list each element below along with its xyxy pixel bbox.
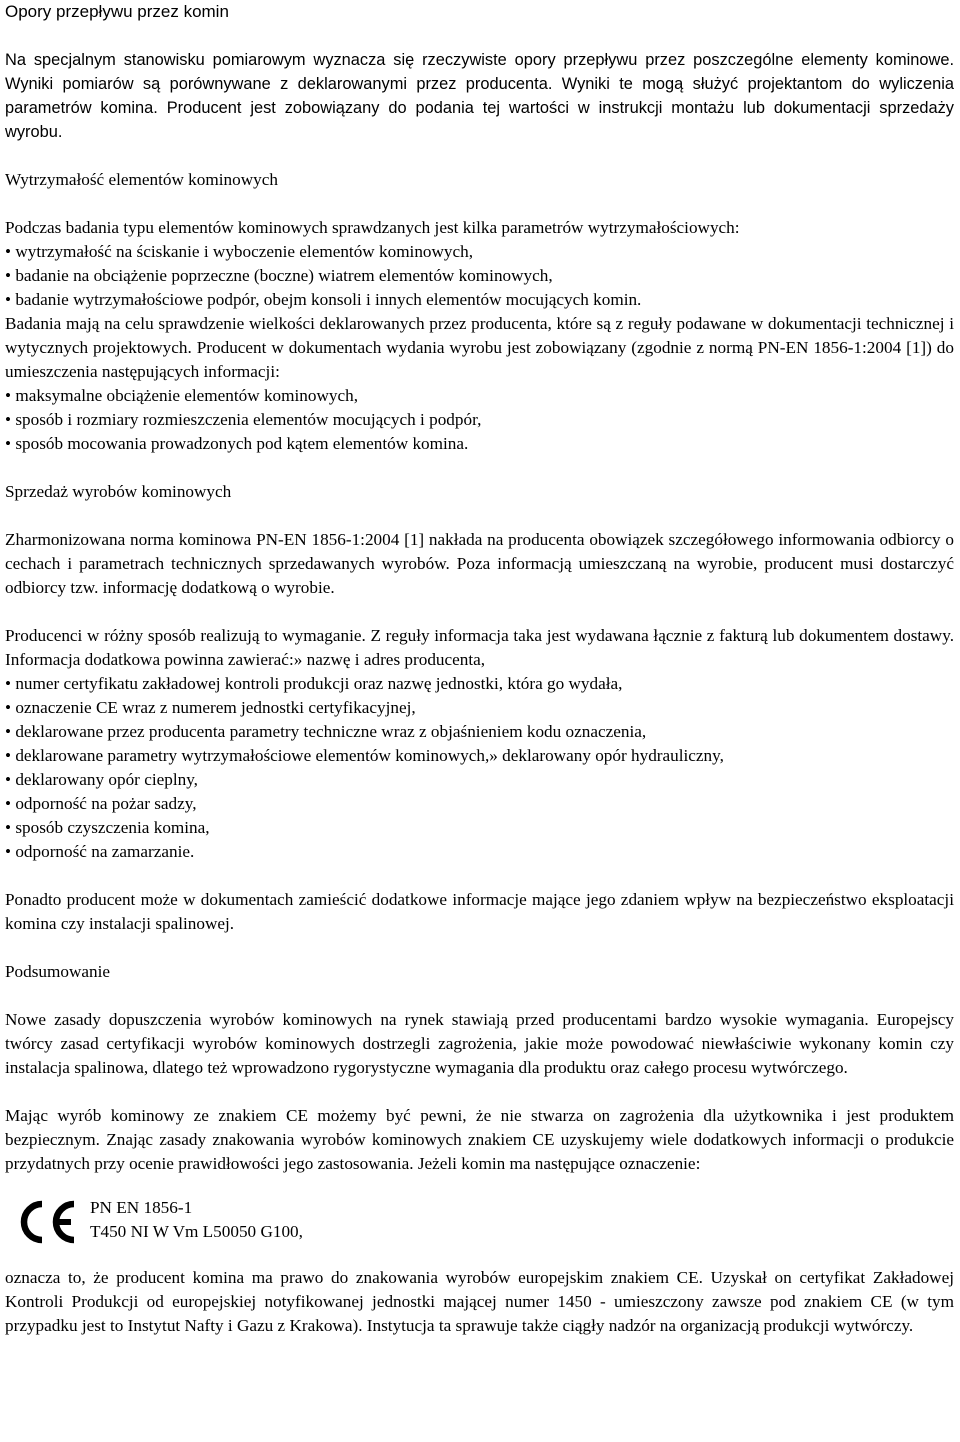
ce-standard-line: PN EN 1856-1: [90, 1198, 193, 1217]
paragraph-flow-resistance: Na specjalnym stanowisku pomiarowym wyznacza się rzeczywiste opory przepływu przez poszczególne elementy kominowe. Wyniki pomiarów są porównywane z deklarowanymi przez producenta. Wyniki te mogą służyć projektantom do wyliczenia parametrów komina. Producent jest zobowiązany do podania tej wartości w instrukcji montażu lub dokumentacji sprzedaży wyrobu.: [5, 51, 954, 141]
paragraph-strength-intro: Podczas badania typu elementów kominowych sprawdzanych jest kilka parametrów wytrzymałościowych:: [5, 218, 740, 237]
list-item: • sposób i rozmiary rozmieszczenia elementów mocujących i podpór,: [5, 408, 954, 432]
paragraph-summary-meaning: oznacza to, że producent komina ma prawo do znakowania wyrobów europejskim znakiem CE. Uzyskał on certyfikat Zakładowej Kontroli Produkcji od europejskiej notyfikowanej jednostki mającej numer 1450 - umieszczony zawsze pod znakiem CE (w tym przypadku jest to Instytut Nafty i Gazu z Krakowa). Instytucja ta sprawuje także ciągły nadzór na organizacją produkcji wytwórczy.: [5, 1268, 954, 1335]
list-item: • odporność na pożar sadzy,: [5, 792, 954, 816]
strength-test-list: [5, 240, 954, 312]
list-item: • deklarowane przez producenta parametry techniczne wraz z objaśnieniem kodu oznaczenia,: [5, 720, 954, 744]
required-info-list: [5, 384, 954, 456]
list-item: • badanie na obciążenie poprzeczne (boczne) wiatrem elementów kominowych,: [5, 264, 954, 288]
ce-mark-icon: [16, 1198, 78, 1246]
ce-marking-block: [5, 1196, 954, 1246]
list-item: • badanie wytrzymałościowe podpór, obejm konsoli i innych elementów mocujących komin.: [5, 288, 954, 312]
paragraph-summary-rules: Nowe zasady dopuszczenia wyrobów kominowych na rynek stawiają przed producentami bardzo wysokie wymagania. Europejscy twórcy zasad certyfikacji wyrobów kominowych dostrzegli zagrożenia, jakie może powodować niewłaściwie wykonany komin czy instalacja spalinowa, dlatego też wprowadzono rygorystyczne wymagania dla produktu oraz całego procesu wytwórczego.: [5, 1010, 954, 1077]
list-item: • oznaczenie CE wraz z numerem jednostki certyfikacyjnej,: [5, 696, 954, 720]
paragraph-summary-ce: Mając wyrób kominowy ze znakiem CE możemy być pewni, że nie stwarza on zagrożenia dla użytkownika i jest produktem bezpiecznym. Znając zasady znakowania wyrobów kominowych znakiem CE uzyskujemy wiele dodatkowych informacji o produkcie przydatnych przy ocenie prawidłowości jego zastosowania. Jeżeli komin ma następujące oznaczenie:: [5, 1106, 954, 1173]
section-heading-strength: Wytrzymałość elementów kominowych: [5, 170, 278, 189]
section-heading-summary: Podsumowanie: [5, 962, 111, 981]
ce-designation-line: T450 NI W Vm L50050 G100,: [90, 1222, 303, 1241]
list-item: • sposób czyszczenia komina,: [5, 816, 954, 840]
list-item: • deklarowany opór cieplny,: [5, 768, 954, 792]
paragraph-sales-additional: Ponadto producent może w dokumentach zamieścić dodatkowe informacje mające jego zdaniem wpływ na bezpieczeństwo eksploatacji komina czy instalacji spalinowej.: [5, 890, 954, 933]
paragraph-sales-norm: Zharmonizowana norma kominowa PN-EN 1856-1:2004 [1] nakłada na producenta obowiązek szczegółowego informowania odbiorcy o cechach i parametrach technicznych sprzedawanych wyrobów. Poza informacją umieszczaną na wyrobie, producent musi dostarczyć odbiorcy tzw. informację dodatkową o wyrobie.: [5, 530, 954, 597]
list-item: • maksymalne obciążenie elementów kominowych,: [5, 384, 954, 408]
paragraph-strength-docs: Badania mają na celu sprawdzenie wielkości deklarowanych przez producenta, które są z reguły podawane w dokumentacji technicznej i wytycznych projektowych. Producent w dokumentach wydania wyrobu jest zobowiązany (zgodnie z normą PN-EN 1856-1:2004 [1]) do umieszczenia następujących informacji:: [5, 314, 954, 381]
section-heading-sales: Sprzedaż wyrobów kominowych: [5, 482, 232, 501]
list-item: • numer certyfikatu zakładowej kontroli produkcji oraz nazwę jednostki, która go wydała,: [5, 672, 954, 696]
paragraph-sales-producers: Producenci w różny sposób realizują to wymaganie. Z reguły informacja taka jest wydawana łącznie z fakturą lub dokumentem dostawy. Informacja dodatkowa powinna zawierać:» nazwę i adres producenta,: [5, 626, 954, 669]
section-heading-flow-resistance: Opory przepływu przez komin: [5, 2, 229, 21]
list-item: • odporność na zamarzanie.: [5, 840, 954, 864]
additional-info-list: [5, 672, 954, 864]
list-item: • wytrzymałość na ściskanie i wyboczenie elementów kominowych,: [5, 240, 954, 264]
list-item: • deklarowane parametry wytrzymałościowe elementów kominowych,» deklarowany opór hydrauliczny,: [5, 744, 954, 768]
list-item: • sposób mocowania prowadzonych pod kątem elementów komina.: [5, 432, 954, 456]
